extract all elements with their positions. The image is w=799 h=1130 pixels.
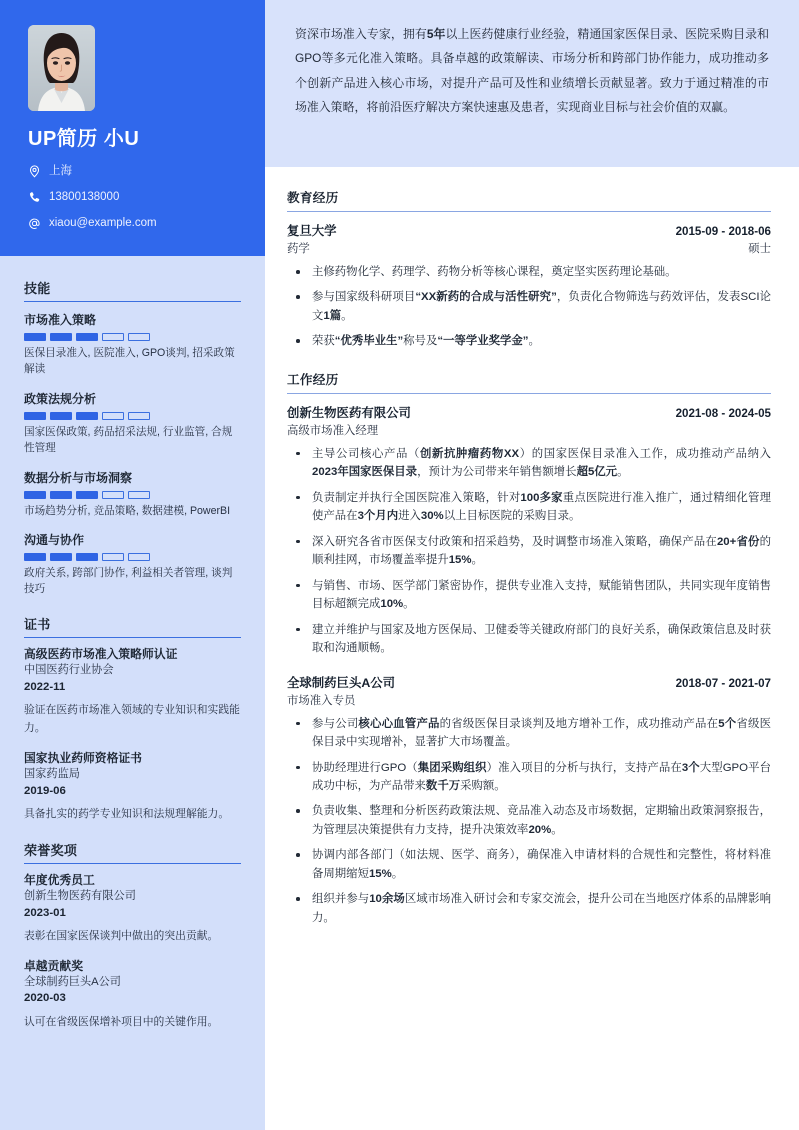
bullet-item: 协助经理进行GPO（集团采购组织）准入项目的分析与执行，支持产品在3个大型GPO平台成功中标，为产品带来数千万采购额。 xyxy=(287,759,771,796)
skill-bar-empty xyxy=(102,491,124,499)
contact-location xyxy=(28,165,241,178)
main-body xyxy=(265,167,799,927)
skill-bar-filled xyxy=(24,491,46,499)
education-date: 2015-09 - 2018-06 xyxy=(675,225,771,238)
work-header-row xyxy=(287,403,771,421)
work-section xyxy=(287,369,771,927)
certificates-section xyxy=(24,614,241,824)
certificate-entry xyxy=(24,751,241,824)
contact-location-value: 上海 xyxy=(49,164,72,177)
education-section xyxy=(287,187,771,351)
award-name: 卓越贡献奖 xyxy=(24,958,83,973)
bullet-item: 组织并参与10余场区域市场准入研讨会和专家交流会，提升公司在当地医疗体系的品牌影响力。 xyxy=(287,890,771,927)
award-issuer: 全球制药巨头A公司 xyxy=(24,975,121,988)
company-name: 创新生物医药有限公司 xyxy=(287,405,411,420)
award-entry xyxy=(24,873,241,946)
skills-list xyxy=(24,311,241,598)
skill-bar-filled xyxy=(50,333,72,341)
education-subheader-row xyxy=(287,240,771,256)
skill-name: 沟通与协作 xyxy=(24,533,85,548)
bullet-item: 负责制定并执行全国医院准入策略，针对100多家重点医院进行准入推广，通过精细化管理使产品在3个月内进入30%以上目标医院的采购目录。 xyxy=(287,489,771,526)
sidebar xyxy=(0,0,265,1130)
skill-bar-empty xyxy=(102,412,124,420)
work-subheader-row xyxy=(287,692,771,708)
education-major: 药学 xyxy=(287,243,310,255)
skill-bar-filled xyxy=(50,412,72,420)
job-title: 市场准入专员 xyxy=(287,694,356,707)
certificates-section-title: 证书 xyxy=(24,614,241,638)
skill-bar-empty xyxy=(128,333,150,341)
contact-email-value: xiaou@example.com xyxy=(49,216,157,229)
skill-name: 数据分析与市场洞察 xyxy=(24,470,133,485)
certificate-date: 2022-11 xyxy=(24,680,66,693)
award-date: 2020-03 xyxy=(24,992,66,1005)
education-bullets xyxy=(287,263,771,351)
main-content xyxy=(265,0,799,1130)
work-bullets xyxy=(287,445,771,658)
skill-bar-filled xyxy=(50,491,72,499)
bullet-item: 负责收集、整理和分析医药政策法规、竞品准入动态及市场数据，定期输出政策洞察报告，为管理层决策提供有力支持，提升决策效率20%。 xyxy=(287,802,771,839)
education-header-row xyxy=(287,221,771,239)
bullet-item: 深入研究各省市医保支付政策和招采趋势，及时调整市场准入策略，确保产品在20+省份的顺利挂网，市场覆盖率提升15%。 xyxy=(287,533,771,570)
location-pin-icon xyxy=(28,165,41,178)
skill-bar-filled xyxy=(50,553,72,561)
awards-section-title: 荣誉奖项 xyxy=(24,840,241,864)
certificate-issuer: 中国医药行业协会 xyxy=(24,664,114,677)
work-entry xyxy=(287,673,771,928)
work-subheader-row xyxy=(287,422,771,438)
certificate-entry xyxy=(24,647,241,738)
bullet-item: 参与公司核心心血管产品的省级医保目录谈判及地方增补工作，成功推动产品在5个省级医保目录中实现增补，显著扩大市场覆盖。 xyxy=(287,715,771,752)
education-entry xyxy=(287,221,771,351)
school-name: 复旦大学 xyxy=(287,224,337,238)
bullet-item: 协调内部各部门（如法规、医学、商务），确保准入申请材料的合规性和完整性，将材料准备周期缩短15%。 xyxy=(287,846,771,883)
skill-item xyxy=(24,390,241,457)
bullet-item: 与销售、市场、医学部门紧密协作，提供专业准入支持，赋能销售团队，共同实现年度销售目标超额完成10%。 xyxy=(287,577,771,614)
skill-bar-empty xyxy=(128,553,150,561)
certificate-date: 2019-06 xyxy=(24,784,66,797)
email-at-icon xyxy=(28,217,41,230)
award-date: 2023-01 xyxy=(24,906,66,919)
skill-item xyxy=(24,531,241,598)
education-degree: 硕士 xyxy=(748,243,771,255)
education-section-title: 教育经历 xyxy=(287,187,771,212)
skill-keywords: 国家医保政策, 药品招采法规, 行业监管, 合规性管理 xyxy=(24,425,233,454)
contact-list xyxy=(28,165,241,230)
skill-bar-filled xyxy=(24,412,46,420)
skill-item xyxy=(24,469,241,520)
work-entry xyxy=(287,403,771,658)
skill-bar-filled xyxy=(24,333,46,341)
skill-bar-empty xyxy=(102,333,124,341)
sidebar-header xyxy=(0,0,265,256)
skill-bar-empty xyxy=(102,553,124,561)
certificate-name: 高级医药市场准入策略师认证 xyxy=(24,647,178,662)
skill-level-bars xyxy=(24,553,241,561)
profile-name: UP简历 小U xyxy=(28,128,140,150)
award-issuer: 创新生物医药有限公司 xyxy=(24,889,136,902)
skill-level-bars xyxy=(24,412,241,420)
skill-bar-empty xyxy=(128,491,150,499)
bullet-item: 荣获“优秀毕业生”称号及“一等学业奖学金”。 xyxy=(287,332,771,350)
contact-phone-value: 13800138000 xyxy=(49,190,120,203)
skill-name: 市场准入策略 xyxy=(24,313,97,327)
skill-bar-empty xyxy=(128,412,150,420)
skill-item xyxy=(24,311,241,378)
bullet-item: 参与国家级科研项目“XX新药的合成与活性研究”，负责化合物筛选与药效评估，发表SCI论文1篇。 xyxy=(287,288,771,325)
bullet-item: 主修药物化学、药理学、药物分析等核心课程，奠定坚实医药理论基础。 xyxy=(287,263,771,281)
sidebar-body xyxy=(0,256,265,1032)
skill-bar-filled xyxy=(76,333,98,341)
work-section-title: 工作经历 xyxy=(287,369,771,394)
work-date: 2018-07 - 2021-07 xyxy=(675,676,771,690)
skill-level-bars xyxy=(24,333,241,341)
certificate-desc: 具备扎实的药学专业知识和法规理解能力。 xyxy=(24,808,230,821)
work-date: 2021-08 - 2024-05 xyxy=(675,406,771,420)
certificate-name: 国家执业药师资格证书 xyxy=(24,750,142,765)
bullet-item: 建立并维护与国家及地方医保局、卫健委等关键政府部门的良好关系，确保政策信息及时获取和沟通顺畅。 xyxy=(287,621,771,658)
skill-name: 政策法规分析 xyxy=(24,391,97,406)
awards-section xyxy=(24,840,241,1032)
summary-text: 资深市场准入专家，拥有5年以上医药健康行业经验，精通国家医保目录、医院采购目录和GPO等多元化准入策略。具备卓越的政策解读、市场分析和跨部门协作能力，成功推动多个创新产品进入核心市场，对提升产品可及性和业绩增长贡献显著。致力于通过精准的市场准入策略，将前沿医疗解决方案快速惠及患者，实现商业目标与社会价值的双赢。 xyxy=(295,27,769,115)
skills-section-title: 技能 xyxy=(24,278,241,302)
skill-bar-filled xyxy=(24,553,46,561)
avatar xyxy=(28,25,95,111)
skill-keywords: 市场趋势分析, 竞品策略, 数据建模, PowerBI xyxy=(24,504,231,517)
skills-section xyxy=(24,278,241,598)
work-bullets xyxy=(287,715,771,928)
job-title: 高级市场准入经理 xyxy=(287,424,379,437)
work-header-row xyxy=(287,673,771,691)
bullet-item: 主导公司核心产品（创新抗肿瘤药物XX）的国家医保目录准入工作，成功推动产品纳入2023年国家医保目录，预计为公司带来年销售额增长超5亿元。 xyxy=(287,445,771,482)
contact-phone xyxy=(28,191,241,204)
certificate-desc: 验证在医药市场准入领域的专业知识和实践能力。 xyxy=(24,704,240,735)
skill-level-bars xyxy=(24,491,241,499)
certificate-issuer: 国家药监局 xyxy=(24,767,80,780)
skill-bar-filled xyxy=(76,553,98,561)
award-desc: 表彰在国家医保谈判中做出的突出贡献。 xyxy=(24,930,219,943)
award-name: 年度优秀员工 xyxy=(24,872,95,887)
phone-icon xyxy=(28,191,41,204)
summary-block xyxy=(265,0,799,167)
skill-keywords: 医保目录准入, 医院准入, GPO谈判, 招采政策解读 xyxy=(24,347,235,375)
contact-email xyxy=(28,217,241,230)
company-name: 全球制药巨头A公司 xyxy=(287,675,396,690)
skill-bar-filled xyxy=(76,491,98,499)
skill-keywords: 政府关系, 跨部门协作, 利益相关者管理, 谈判技巧 xyxy=(24,567,233,596)
skill-bar-filled xyxy=(76,412,98,420)
award-entry xyxy=(24,959,241,1032)
award-desc: 认可在省级医保增补项目中的关键作用。 xyxy=(24,1015,219,1028)
